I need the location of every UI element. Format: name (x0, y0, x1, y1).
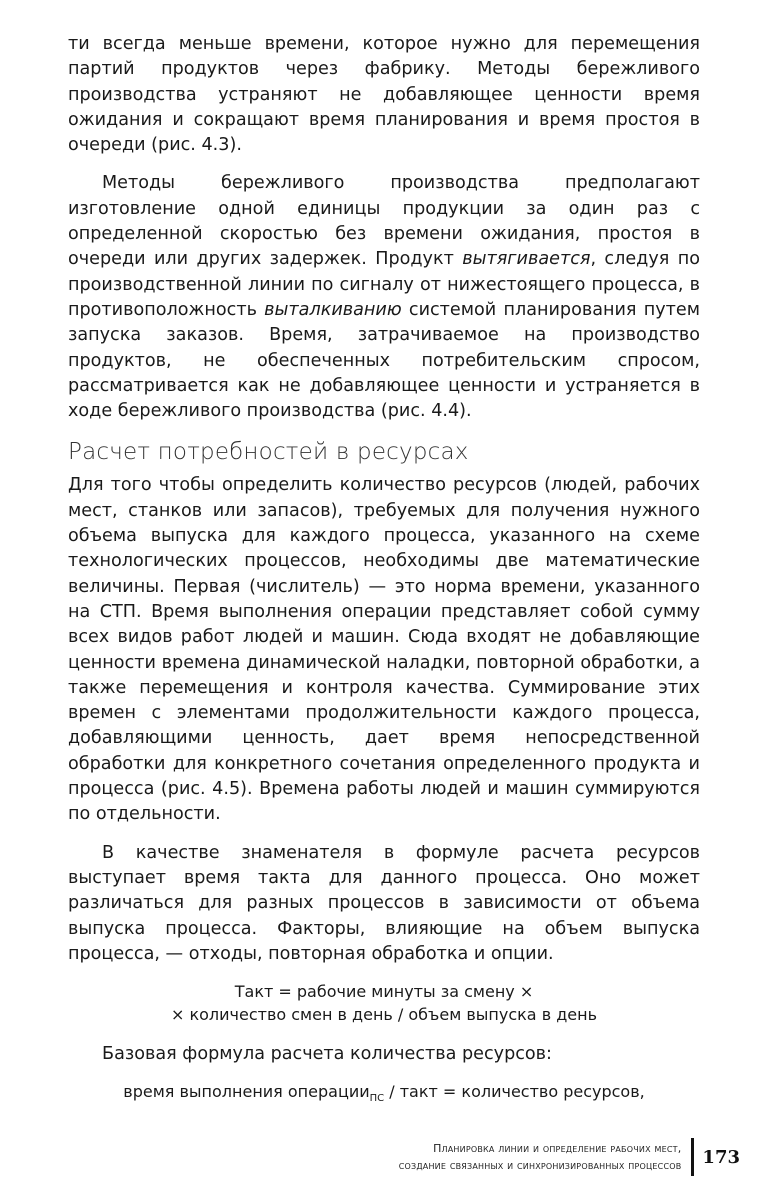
para2-text-2: , следуя по производственной линии по сигналу от нижестоящего процесса, в противоположность (68, 249, 700, 320)
para2-emphasis-pull: вытягивается (462, 249, 591, 270)
running-footer-title (399, 1140, 682, 1174)
running-footer (399, 1138, 740, 1176)
para2-text-3: системой планирования путем запуска заказов. Время, затрачиваемое на производство продуктов, не обеспеченных потребительским спросом, рассматривается как не добавляющее ценности и устраняется в ходе бережливого производства (рис. 4.4). (68, 299, 701, 422)
para2-text-1: Методы бережливого производства предполагают изготовление одной единицы продукции за один раз с определенной скоростью без времени ожидания, простоя в очереди или других задержек. Продукт (68, 173, 700, 270)
formula-takt-line-1: Такт = рабочие минуты за смену × (234, 982, 534, 1002)
formula-resources-before: время выполнения операции (123, 1082, 370, 1102)
paragraph-denominator: В качестве знаменателя в формуле расчета ресурсов выступает время такта для данного процесса. Оно может различаться для разных процессов в зависимости от объема выпуска процесса. Факторы, влияющие на объем выпуска процесса, — отходы, повторная обработка и опции. (68, 842, 700, 964)
formula-resources (68, 1080, 700, 1111)
page-number: 173 (702, 1146, 740, 1168)
section-heading: Расчет потребностей в ресурсах (68, 439, 469, 466)
paragraph-intro: ти всегда меньше времени, которое нужно для перемещения партий продуктов через фабрику. Методы бережливого производства устраняют не добавляющее ценности время ожидания и сокращают время планирования и время простоя в очереди (рис. 4.3). (68, 34, 700, 156)
footer-line-1: Планировка линии и определение рабочих мест, (433, 1142, 682, 1155)
footer-divider (691, 1138, 694, 1176)
paragraph-lean-methods (68, 171, 700, 424)
para2-emphasis-push: выталкиванию (264, 299, 402, 320)
paragraph-resources: Для того чтобы определить количество ресурсов (людей, рабочих мест, станков или запасов), требуемых для получения нужного объема выпуска для каждого процесса, указанного на схеме технологических процессов, необходимы две математические величины. Первая (числитель) — это норма времени, указанного на СТП. Время выполнения операции представляет собой сумму всех видов работ людей и машин. Сюда входят не добавляющие ценности времена динамической наладки, повторной обработки, а также перемещения и контроля качества. Суммирование этих времен с элементами продолжительности каждого процесса, добавляющими ценность, дает время непосредственной обработки для конкретного сочетания определенного продукта и процесса (рис. 4.5). Времена работы людей и машин суммируются по отдельности. (68, 475, 700, 825)
formula-takt (68, 980, 700, 1026)
formula-takt-line-2: × количество смен в день / объем выпуска в день (170, 1005, 598, 1025)
formula-resources-after: / такт = количество ресурсов, (384, 1082, 645, 1102)
page-body (68, 32, 700, 1112)
paragraph-base-formula: Базовая формула расчета количества ресурсов: (102, 1044, 552, 1065)
footer-line-2: создание связанных и синхронизированных процессов (398, 1159, 682, 1172)
formula-resources-subscript: ПС (369, 1093, 385, 1105)
